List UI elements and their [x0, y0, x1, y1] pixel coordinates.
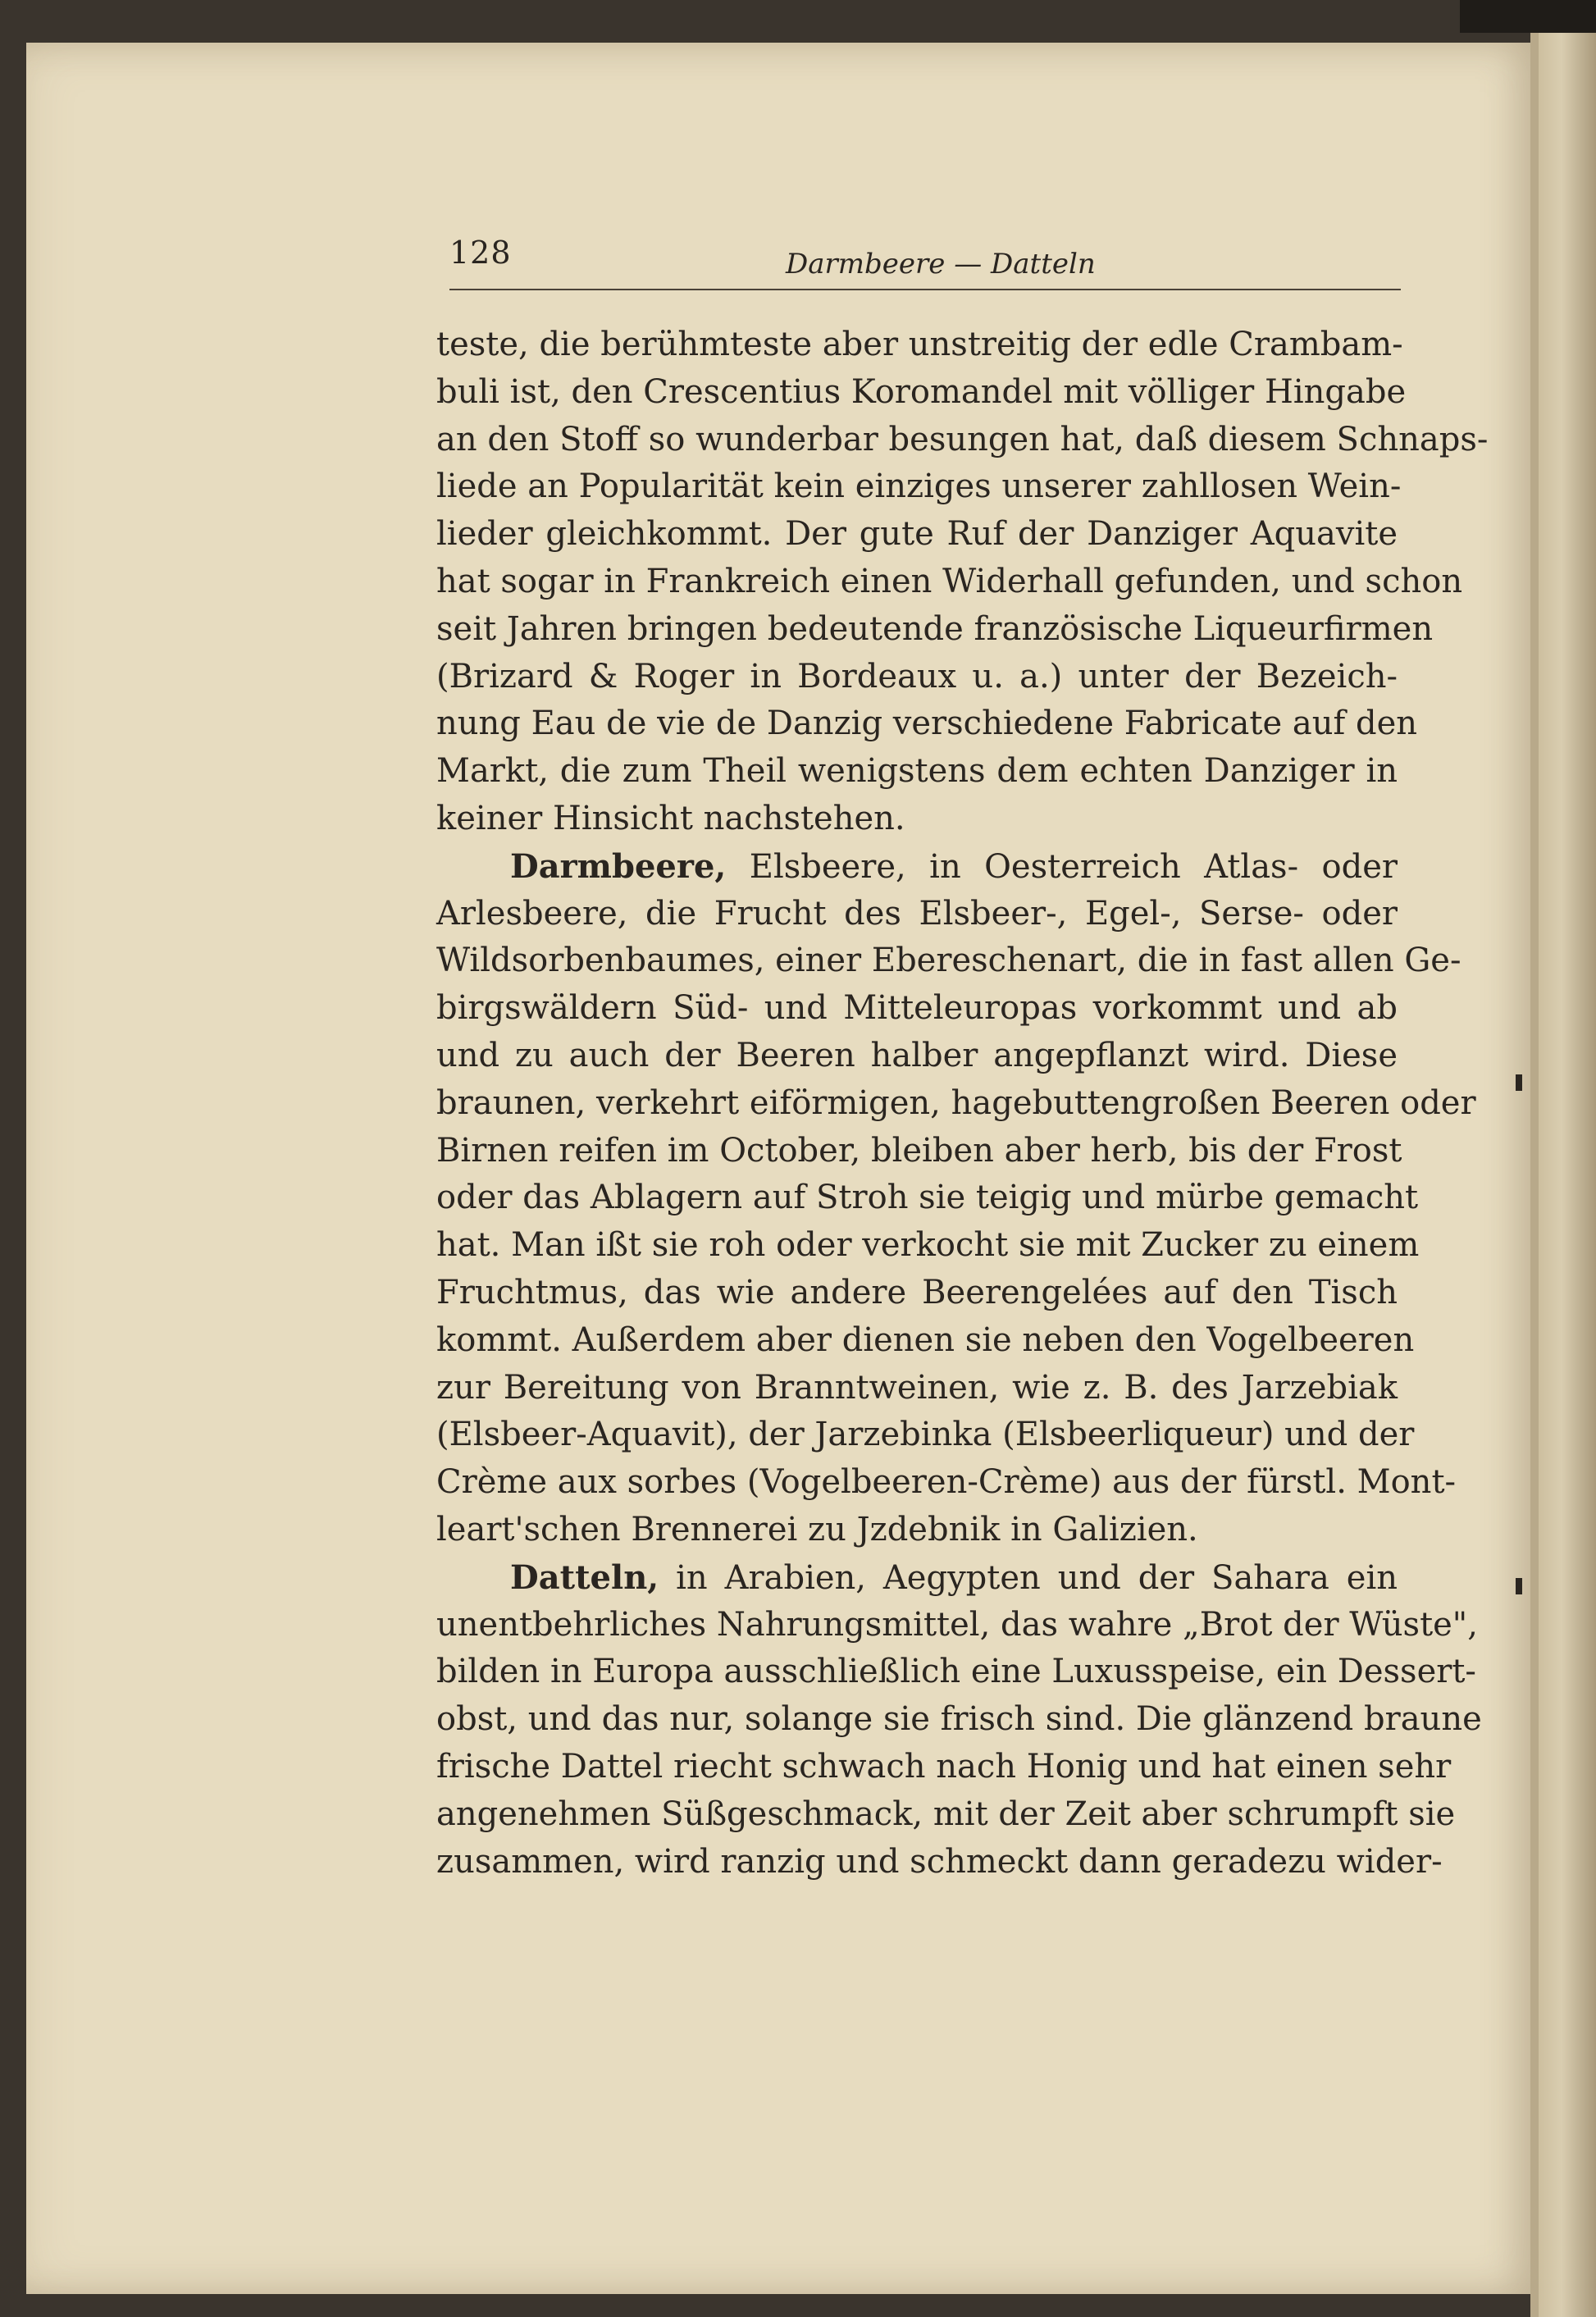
- header-rule: [449, 289, 1401, 290]
- entry-line: Crème aux sorbes (Vogelbeeren-Crème) aus der fürstl. Mont-: [436, 1463, 1457, 1502]
- text-line: hat sogar in Frankreich einen Widerhall gefunden, und schon: [436, 562, 1463, 600]
- entry-line: Fruchtmus, das wie andere Beerengelées auf den Tisch: [436, 1273, 1398, 1311]
- entry-line: birgswäldern Süd- und Mitteleuropas vorkommt und ab: [436, 989, 1398, 1028]
- text-line: (Brizard & Roger in Bordeaux u. a.) unter der Bezeich-: [436, 657, 1398, 696]
- entry-line: Wildsorbenbaumes, einer Ebereschenart, die in fast allen Ge-: [436, 942, 1461, 980]
- entry-line: Birnen reifen im October, bleiben aber herb, bis der Frost: [436, 1131, 1402, 1170]
- page-header: [449, 235, 1401, 284]
- entry-line: zusammen, wird ranzig und schmeckt dann geradezu wider-: [436, 1842, 1443, 1881]
- text-line: buli ist, den Crescentius Koromandel mit völliger Hingabe: [436, 372, 1407, 411]
- text-line: seit Jahren bringen bedeutende französische Liqueurfirmen: [436, 609, 1434, 648]
- text-line: lieder gleichkommt. Der gute Ruf der Danziger Aquavite: [436, 515, 1398, 554]
- text-line: teste, die berühmteste aber unstreitig der edle Crambam-: [436, 326, 1403, 363]
- entry-line: frische Dattel riecht schwach nach Honig und hat einen sehr: [436, 1747, 1452, 1786]
- entry-first-line: [436, 1554, 1398, 1602]
- text-line: nung Eau de vie de Danzig verschiedene Fabricate auf den: [436, 705, 1418, 743]
- entry-line: (Elsbeer-Aquavit), der Jarzebinka (Elsbeerliqueur) und der: [436, 1416, 1415, 1454]
- entry-line: bilden in Europa ausschließlich eine Luxusspeise, ein Dessert-: [436, 1653, 1476, 1691]
- entry-line: Elsbeere, in Oesterreich Atlas- oder: [749, 847, 1398, 886]
- entry-line: braunen, verkehrt eiförmigen, hagebuttengroßen Beeren oder: [436, 1083, 1476, 1122]
- text-line: keiner Hinsicht nachstehen.: [436, 799, 905, 837]
- scan-corner-shadow: [1460, 0, 1596, 33]
- page-number: 128: [449, 235, 512, 271]
- text-line: Markt, die zum Theil wenigstens dem echten Danziger in: [436, 752, 1398, 791]
- entry-first-line: [436, 843, 1398, 891]
- margin-mark: [1516, 1578, 1522, 1594]
- entry-line: zur Bereitung von Branntweinen, wie z. B. des Jarzebiak: [436, 1368, 1398, 1407]
- entry-line: hat. Man ißt sie roh oder verkocht sie mit Zucker zu einem: [436, 1226, 1420, 1265]
- entry-line: oder das Ablagern auf Stroh sie teigig und mürbe gemacht: [436, 1179, 1419, 1217]
- entry-line: obst, und das nur, solange sie frisch sind. Die glänzend braune: [436, 1700, 1482, 1739]
- text-line: liede an Popularität kein einziges unserer zahllosen Wein-: [436, 468, 1402, 506]
- entry-line: leart'schen Brennerei zu Jzdebnik in Galizien.: [436, 1510, 1198, 1548]
- entry-headword-darmbeere: Darmbeere,: [510, 846, 727, 886]
- next-page-edge: [1539, 33, 1596, 2317]
- entry-line: und zu auch der Beeren halber angepflanzt wird. Diese: [436, 1036, 1398, 1074]
- running-head: Darmbeere — Datteln: [786, 248, 1096, 281]
- entry-line: angenehmen Süßgeschmack, mit der Zeit aber schrumpft sie: [436, 1795, 1456, 1833]
- entry-line: in Arabien, Aegypten und der Sahara ein: [676, 1558, 1398, 1597]
- page-fold: [1530, 33, 1539, 2317]
- entry-line: unentbehrliches Nahrungsmittel, das wahre „Brot der Wüste",: [436, 1605, 1478, 1644]
- entry-line: Arlesbeere, die Frucht des Elsbeer-, Egel-, Serse- oder: [436, 894, 1398, 933]
- entry-headword-datteln: Datteln,: [510, 1558, 659, 1597]
- entry-line: kommt. Außerdem aber dienen sie neben den Vogelbeeren: [436, 1320, 1415, 1359]
- text-line: an den Stoff so wunderbar besungen hat, daß diesem Schnaps-: [436, 420, 1489, 458]
- body-text: [436, 322, 1489, 1886]
- margin-mark: [1516, 1074, 1522, 1091]
